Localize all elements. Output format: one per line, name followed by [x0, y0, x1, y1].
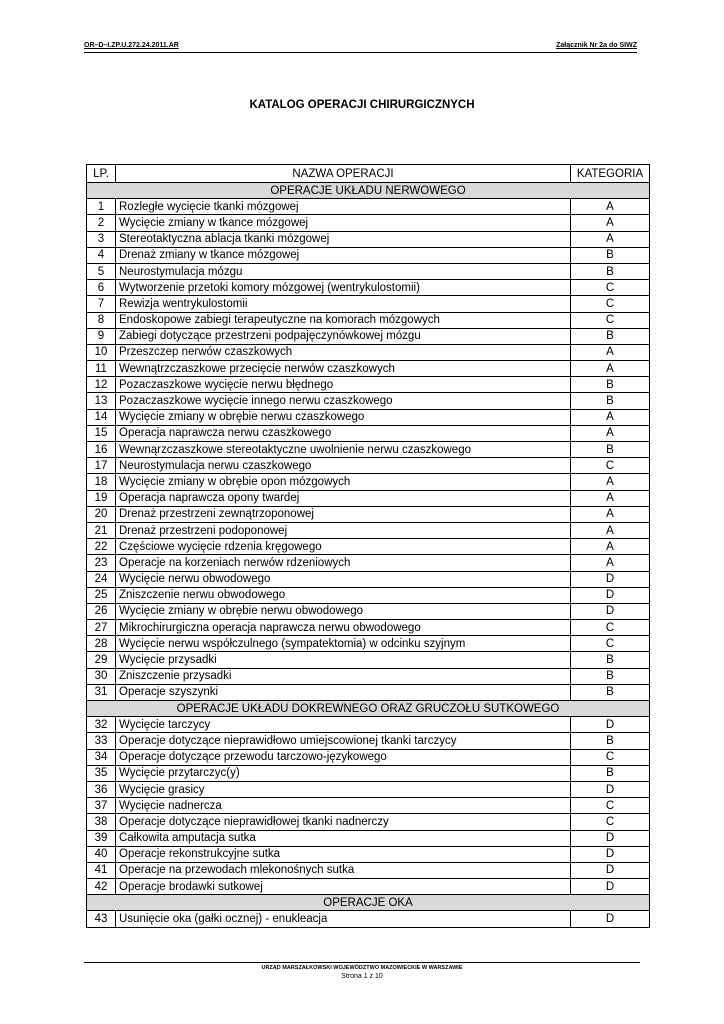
- operation-name: Zniszczenie przysadki: [116, 668, 571, 684]
- operation-name: Operacje brodawki sutkowej: [116, 879, 571, 895]
- row-number: 8: [87, 312, 116, 328]
- table-row: [87, 911, 650, 927]
- operation-category: B: [571, 442, 650, 458]
- operation-name: Operacje dotyczące nieprawidłowo umiejscowionej tkanki tarczycy: [116, 733, 571, 749]
- operation-name: Neurostymulacja nerwu czaszkowego: [116, 458, 571, 474]
- table-row: [87, 361, 650, 377]
- operation-category: A: [571, 474, 650, 490]
- operation-category: C: [571, 798, 650, 814]
- operation-name: Wycięcie zmiany w obrębie nerwu czaszkowego: [116, 409, 571, 425]
- table-row: [87, 231, 650, 247]
- operation-category: A: [571, 231, 650, 247]
- table-row: [87, 442, 650, 458]
- operation-category: C: [571, 749, 650, 765]
- table-row: [87, 522, 650, 538]
- operation-category: A: [571, 215, 650, 231]
- table-row: [87, 798, 650, 814]
- row-number: 20: [87, 506, 116, 522]
- section-header-row: [87, 895, 650, 911]
- operation-category: B: [571, 377, 650, 393]
- operation-name: Operacje szyszynki: [116, 684, 571, 700]
- operation-name: Mikrochirurgiczna operacja naprawcza nerwu obwodowego: [116, 620, 571, 636]
- row-number: 36: [87, 781, 116, 797]
- footer-organization: URZĄD MARSZAŁKOWSKI WOJEWÓDZTWO MAZOWIECKIE W WARSZAWIE: [261, 965, 463, 971]
- operation-category: B: [571, 393, 650, 409]
- table-row: [87, 474, 650, 490]
- operation-category: A: [571, 555, 650, 571]
- operation-name: Drenaż przestrzeni zewnątrzoponowej: [116, 506, 571, 522]
- row-number: 19: [87, 490, 116, 506]
- operation-category: D: [571, 830, 650, 846]
- table-row: [87, 733, 650, 749]
- operation-name: Drenaż zmiany w tkance mózgowej: [116, 247, 571, 263]
- operation-category: B: [571, 652, 650, 668]
- operation-category: C: [571, 814, 650, 830]
- operation-category: A: [571, 425, 650, 441]
- table-row: [87, 781, 650, 797]
- operation-category: C: [571, 296, 650, 312]
- operation-name: Operacja naprawcza nerwu czaszkowego: [116, 425, 571, 441]
- row-number: 26: [87, 603, 116, 619]
- row-number: 13: [87, 393, 116, 409]
- operation-category: D: [571, 862, 650, 878]
- operation-name: Zabiegi dotyczące przestrzeni podpajęczynówkowej mózgu: [116, 328, 571, 344]
- attachment-label: Załącznik Nr 2a do SIWZ: [556, 42, 637, 49]
- row-number: 2: [87, 215, 116, 231]
- operation-category: A: [571, 361, 650, 377]
- row-number: 21: [87, 522, 116, 538]
- operation-category: A: [571, 522, 650, 538]
- table-row: [87, 765, 650, 781]
- row-number: 10: [87, 344, 116, 360]
- operation-name: Wewnąrzczaszkowe stereotaktyczne uwolnienie nerwu czaszkowego: [116, 442, 571, 458]
- operation-name: Wycięcie nerwu współczulnego (sympatektomia) w odcinku szyjnym: [116, 636, 571, 652]
- operation-category: B: [571, 247, 650, 263]
- operation-category: C: [571, 280, 650, 296]
- page-header: [84, 42, 637, 53]
- table-row: [87, 846, 650, 862]
- table-row: [87, 571, 650, 587]
- operation-category: A: [571, 506, 650, 522]
- section-header-row: [87, 701, 650, 717]
- operation-category: A: [571, 199, 650, 215]
- row-number: 41: [87, 862, 116, 878]
- table-row: [87, 247, 650, 263]
- operation-category: A: [571, 409, 650, 425]
- table-row: [87, 603, 650, 619]
- row-number: 34: [87, 749, 116, 765]
- operation-category: A: [571, 490, 650, 506]
- operation-category: C: [571, 312, 650, 328]
- row-number: 42: [87, 879, 116, 895]
- operation-category: D: [571, 603, 650, 619]
- table-row: [87, 636, 650, 652]
- section-title: OPERACJE UKŁADU NERWOWEGO: [87, 183, 650, 199]
- table-row: [87, 862, 650, 878]
- row-number: 16: [87, 442, 116, 458]
- row-number: 6: [87, 280, 116, 296]
- table-body: [87, 183, 650, 928]
- operation-category: D: [571, 571, 650, 587]
- row-number: 30: [87, 668, 116, 684]
- row-number: 5: [87, 263, 116, 279]
- operation-category: D: [571, 781, 650, 797]
- row-number: 32: [87, 717, 116, 733]
- table-row: [87, 458, 650, 474]
- operation-name: Operacje dotyczące nieprawidłowej tkanki nadnerczy: [116, 814, 571, 830]
- column-header-category: KATEGORIA: [571, 165, 650, 183]
- operation-category: B: [571, 328, 650, 344]
- table-row: [87, 425, 650, 441]
- operation-name: Wycięcie przysadki: [116, 652, 571, 668]
- section-header-row: [87, 183, 650, 199]
- row-number: 22: [87, 539, 116, 555]
- page-number: Strona 1 z 10: [341, 973, 383, 980]
- table-row: [87, 879, 650, 895]
- operation-category: A: [571, 539, 650, 555]
- row-number: 39: [87, 830, 116, 846]
- table-row: [87, 684, 650, 700]
- row-number: 11: [87, 361, 116, 377]
- row-number: 37: [87, 798, 116, 814]
- row-number: 40: [87, 846, 116, 862]
- operation-category: B: [571, 684, 650, 700]
- row-number: 12: [87, 377, 116, 393]
- operation-name: Usunięcie oka (gałki ocznej) - enukleacja: [116, 911, 571, 927]
- operation-name: Rewizja wentrykulostomii: [116, 296, 571, 312]
- table-row: [87, 280, 650, 296]
- table-row: [87, 539, 650, 555]
- operation-name: Stereotaktyczna ablacja tkanki mózgowej: [116, 231, 571, 247]
- row-number: 9: [87, 328, 116, 344]
- operation-name: Wycięcie tarczycy: [116, 717, 571, 733]
- operation-name: Pozaczaszkowe wycięcie innego nerwu czaszkowego: [116, 393, 571, 409]
- row-number: 38: [87, 814, 116, 830]
- row-number: 7: [87, 296, 116, 312]
- operation-name: Częściowe wycięcie rdzenia kręgowego: [116, 539, 571, 555]
- operation-name: Wycięcie przytarczyc(y): [116, 765, 571, 781]
- table-row: [87, 377, 650, 393]
- operation-category: C: [571, 620, 650, 636]
- row-number: 17: [87, 458, 116, 474]
- operations-catalog-table: [86, 164, 650, 928]
- table-row: [87, 199, 650, 215]
- table-row: [87, 668, 650, 684]
- operation-name: Wewnątrzczaszkowe przecięcie nerwów czaszkowych: [116, 361, 571, 377]
- operation-name: Wycięcie zmiany w obrębie nerwu obwodowego: [116, 603, 571, 619]
- column-header-lp: LP.: [87, 165, 116, 183]
- operation-category: B: [571, 733, 650, 749]
- row-number: 23: [87, 555, 116, 571]
- operation-category: A: [571, 344, 650, 360]
- operation-name: Wytworzenie przetoki komory mózgowej (wentrykulostomii): [116, 280, 571, 296]
- table-row: [87, 344, 650, 360]
- table-row: [87, 506, 650, 522]
- row-number: 35: [87, 765, 116, 781]
- table-row: [87, 490, 650, 506]
- operation-name: Wycięcie grasicy: [116, 781, 571, 797]
- operation-category: B: [571, 263, 650, 279]
- row-number: 25: [87, 587, 116, 603]
- operation-name: Wycięcie nerwu obwodowego: [116, 571, 571, 587]
- operation-name: Operacja naprawcza opony twardej: [116, 490, 571, 506]
- table-row: [87, 263, 650, 279]
- row-number: 4: [87, 247, 116, 263]
- row-number: 24: [87, 571, 116, 587]
- row-number: 1: [87, 199, 116, 215]
- table-row: [87, 393, 650, 409]
- row-number: 29: [87, 652, 116, 668]
- operation-name: Pozaczaszkowe wycięcie nerwu błędnego: [116, 377, 571, 393]
- operation-name: Rozległe wycięcie tkanki mózgowej: [116, 199, 571, 215]
- operation-category: D: [571, 846, 650, 862]
- operation-name: Zniszczenie nerwu obwodowego: [116, 587, 571, 603]
- table-header-row: [87, 165, 650, 183]
- row-number: 31: [87, 684, 116, 700]
- document-title: KATALOG OPERACJI CHIRURGICZNYCH: [249, 99, 475, 111]
- page-footer: [84, 962, 640, 980]
- table-row: [87, 312, 650, 328]
- operation-name: Przeszczep nerwów czaszkowych: [116, 344, 571, 360]
- document-reference: OR–D–I.ZP.U.272.24.2011.AR: [84, 42, 179, 49]
- operation-name: Wycięcie zmiany w tkance mózgowej: [116, 215, 571, 231]
- table-row: [87, 620, 650, 636]
- operation-category: B: [571, 765, 650, 781]
- row-number: 18: [87, 474, 116, 490]
- row-number: 28: [87, 636, 116, 652]
- operation-name: Wycięcie zmiany w obrębie opon mózgowych: [116, 474, 571, 490]
- table-row: [87, 814, 650, 830]
- row-number: 33: [87, 733, 116, 749]
- row-number: 14: [87, 409, 116, 425]
- operation-category: C: [571, 458, 650, 474]
- operation-category: D: [571, 587, 650, 603]
- table-row: [87, 215, 650, 231]
- row-number: 15: [87, 425, 116, 441]
- row-number: 43: [87, 911, 116, 927]
- operation-name: Operacje dotyczące przewodu tarczowo-językowego: [116, 749, 571, 765]
- table-row: [87, 409, 650, 425]
- operation-name: Drenaż przestrzeni podoponowej: [116, 522, 571, 538]
- operation-name: Operacje na korzeniach nerwów rdzeniowych: [116, 555, 571, 571]
- column-header-name: NAZWA OPERACJI: [116, 165, 571, 183]
- table-row: [87, 749, 650, 765]
- table-row: [87, 555, 650, 571]
- operation-category: C: [571, 636, 650, 652]
- operation-name: Endoskopowe zabiegi terapeutyczne na komorach mózgowych: [116, 312, 571, 328]
- operation-category: D: [571, 911, 650, 927]
- operation-name: Operacje na przewodach mlekonośnych sutka: [116, 862, 571, 878]
- table-row: [87, 328, 650, 344]
- operation-category: D: [571, 717, 650, 733]
- table-row: [87, 587, 650, 603]
- row-number: 27: [87, 620, 116, 636]
- operation-category: D: [571, 879, 650, 895]
- section-title: OPERACJE OKA: [87, 895, 650, 911]
- section-title: OPERACJE UKŁADU DOKREWNEGO ORAZ GRUCZOŁU SUTKOWEGO: [87, 701, 650, 717]
- operation-name: Operacje rekonstrukcyjne sutka: [116, 846, 571, 862]
- operation-name: Wycięcie nadnercza: [116, 798, 571, 814]
- operation-category: B: [571, 668, 650, 684]
- table-row: [87, 296, 650, 312]
- operation-name: Neurostymulacja mózgu: [116, 263, 571, 279]
- operation-name: Całkowita amputacja sutka: [116, 830, 571, 846]
- table-row: [87, 830, 650, 846]
- table-row: [87, 652, 650, 668]
- row-number: 3: [87, 231, 116, 247]
- table-row: [87, 717, 650, 733]
